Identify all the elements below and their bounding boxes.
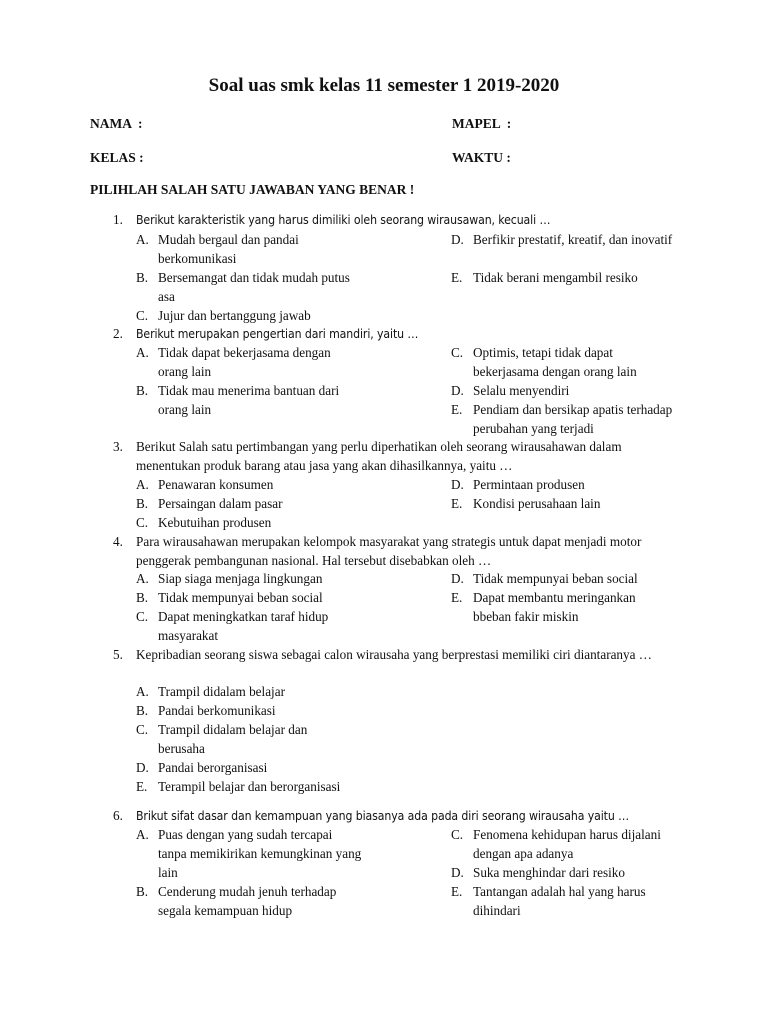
option-d	[136, 759, 376, 778]
option-text: Selalu menyendiri	[473, 383, 570, 398]
option-b	[136, 269, 376, 307]
option-c	[136, 721, 376, 759]
option-text: Bersemangat dan tidak mudah putus asa	[158, 270, 350, 304]
document-title: Soal uas smk kelas 11 semester 1 2019-2020	[208, 75, 560, 96]
question-number: 5.	[113, 647, 123, 662]
option-text: Persaingan dalam pasar	[158, 496, 283, 511]
option-letter: A.	[136, 232, 149, 247]
option-letter: E.	[451, 270, 463, 285]
option-letter: C.	[136, 515, 149, 530]
option-d	[451, 382, 691, 401]
option-text: Pandai berkomunikasi	[158, 703, 276, 718]
option-letter: D.	[451, 865, 464, 880]
option-text: Siap siaga menjaga lingkungan	[158, 571, 323, 586]
question-2	[0, 325, 768, 344]
option-d	[451, 476, 691, 495]
option-letter: B.	[136, 383, 149, 398]
question-number: 3.	[113, 439, 123, 454]
option-e	[136, 778, 376, 797]
question-text: Brikut sifat dasar dan kemampuan yang biasanya ada pada diri seorang wirausaha yaitu …	[136, 809, 629, 823]
option-letter: B.	[136, 496, 149, 511]
option-e	[451, 269, 691, 288]
instruction-text: PILIHLAH SALAH SATU JAWABAN YANG BENAR !	[90, 182, 415, 197]
option-text: Kebutuihan produsen	[158, 515, 272, 530]
option-letter: E.	[451, 590, 463, 605]
option-c	[451, 826, 691, 864]
option-a	[136, 344, 376, 382]
option-letter: A.	[136, 345, 149, 360]
option-b	[136, 382, 376, 420]
option-letter: B.	[136, 270, 149, 285]
option-letter: A.	[136, 571, 149, 586]
option-text: Tidak mempunyai beban social	[473, 571, 638, 586]
question-text: Kepribadian seorang siswa sebagai calon wirausaha yang berprestasi memiliki ciri diantaranya …	[136, 647, 652, 662]
option-letter: D.	[451, 232, 464, 247]
option-text: Optimis, tetapi tidak dapat bekerjasama dengan orang lain	[473, 345, 637, 379]
option-text: Cenderung mudah jenuh terhadap segala kemampuan hidup	[158, 884, 337, 918]
option-text: Tidak mau menerima bantuan dari orang lain	[158, 383, 340, 417]
option-e	[451, 589, 691, 627]
kelas-label: KELAS :	[90, 150, 144, 165]
option-e	[451, 401, 691, 439]
question-text: Para wirausahawan merupakan kelompok masyarakat yang strategis untuk dapat menjadi motor penggerak pembangunan nasional. Hal tersebut disebabkan oleh …	[136, 534, 642, 568]
question-4	[0, 533, 768, 571]
option-d	[451, 570, 691, 589]
option-text: Tidak berani mengambil resiko	[473, 270, 638, 285]
option-text: Dapat membantu meringankan bbeban fakir miskin	[473, 590, 636, 624]
question-3	[0, 438, 768, 476]
option-text: Kondisi perusahaan lain	[473, 496, 601, 511]
option-text: Trampil didalam belajar dan berusaha	[158, 722, 308, 756]
option-letter: B.	[136, 703, 149, 718]
option-text: Terampil belajar dan berorganisasi	[158, 779, 341, 794]
option-text: Dapat meningkatkan taraf hidup masyarakat	[158, 609, 329, 643]
question-number: 1.	[113, 212, 123, 227]
option-b	[136, 883, 376, 921]
option-letter: C.	[136, 609, 149, 624]
option-letter: C.	[136, 722, 149, 737]
question-number: 4.	[113, 534, 123, 549]
option-letter: B.	[136, 884, 149, 899]
option-d	[451, 864, 691, 883]
waktu-label: WAKTU :	[452, 150, 511, 165]
option-text: Trampil didalam belajar	[158, 684, 285, 699]
option-letter: E.	[451, 496, 463, 511]
question-6	[0, 807, 768, 826]
option-letter: D.	[451, 383, 464, 398]
option-a	[136, 826, 376, 882]
question-5	[0, 646, 768, 665]
option-a	[136, 231, 376, 269]
question-number: 2.	[113, 326, 123, 341]
option-text: Penawaran konsumen	[158, 477, 274, 492]
option-e	[451, 883, 691, 921]
question-text: Berikut karakteristik yang harus dimiliki oleh seorang wirausawan, kecuali …	[136, 213, 551, 227]
mapel-label: MAPEL :	[452, 116, 512, 131]
option-text: Pendiam dan bersikap apatis terhadap perubahan yang terjadi	[473, 402, 673, 436]
option-letter: C.	[451, 827, 464, 842]
option-b	[136, 589, 376, 608]
option-letter: E.	[451, 884, 463, 899]
option-text: Puas dengan yang sudah tercapai tanpa memikirikan kemungkinan yang lain	[158, 827, 362, 880]
option-e	[451, 495, 691, 514]
nama-label: NAMA :	[90, 116, 143, 131]
option-letter: D.	[451, 571, 464, 586]
option-c	[136, 514, 376, 533]
option-a	[136, 570, 376, 589]
option-letter: A.	[136, 684, 149, 699]
option-text: Mudah bergaul dan pandai berkomunikasi	[158, 232, 299, 266]
option-letter: E.	[136, 779, 148, 794]
option-text: Tantangan adalah hal yang harus dihindari	[473, 884, 646, 918]
option-letter: D.	[451, 477, 464, 492]
option-letter: C.	[451, 345, 464, 360]
question-text: Berikut merupakan pengertian dari mandiri, yaitu …	[136, 327, 419, 341]
option-letter: D.	[136, 760, 149, 775]
option-letter: E.	[451, 402, 463, 417]
question-1	[0, 211, 768, 230]
option-text: Tidak mempunyai beban social	[158, 590, 323, 605]
option-c	[451, 344, 691, 382]
option-a	[136, 683, 376, 702]
option-letter: A.	[136, 477, 149, 492]
option-text: Fenomena kehidupan harus dijalani dengan apa adanya	[473, 827, 661, 861]
option-b	[136, 495, 376, 514]
option-text: Berfikir prestatif, kreatif, dan inovatif	[473, 232, 673, 247]
option-text: Permintaan produsen	[473, 477, 585, 492]
option-d	[451, 231, 691, 250]
option-letter: C.	[136, 308, 149, 323]
option-b	[136, 702, 376, 721]
option-text: Jujur dan bertanggung jawab	[158, 308, 311, 323]
question-number: 6.	[113, 808, 123, 823]
question-text: Berikut Salah satu pertimbangan yang perlu diperhatikan oleh seorang wirausahawan dalam menentukan produk barang atau jasa yang akan dihasilkannya, yaitu …	[136, 439, 622, 473]
option-c	[136, 608, 376, 646]
option-text: Pandai berorganisasi	[158, 760, 268, 775]
option-text: Tidak dapat bekerjasama dengan orang lain	[158, 345, 331, 379]
option-letter: A.	[136, 827, 149, 842]
option-text: Suka menghindar dari resiko	[473, 865, 625, 880]
option-letter: B.	[136, 590, 149, 605]
option-a	[136, 476, 376, 495]
option-c	[136, 307, 376, 326]
